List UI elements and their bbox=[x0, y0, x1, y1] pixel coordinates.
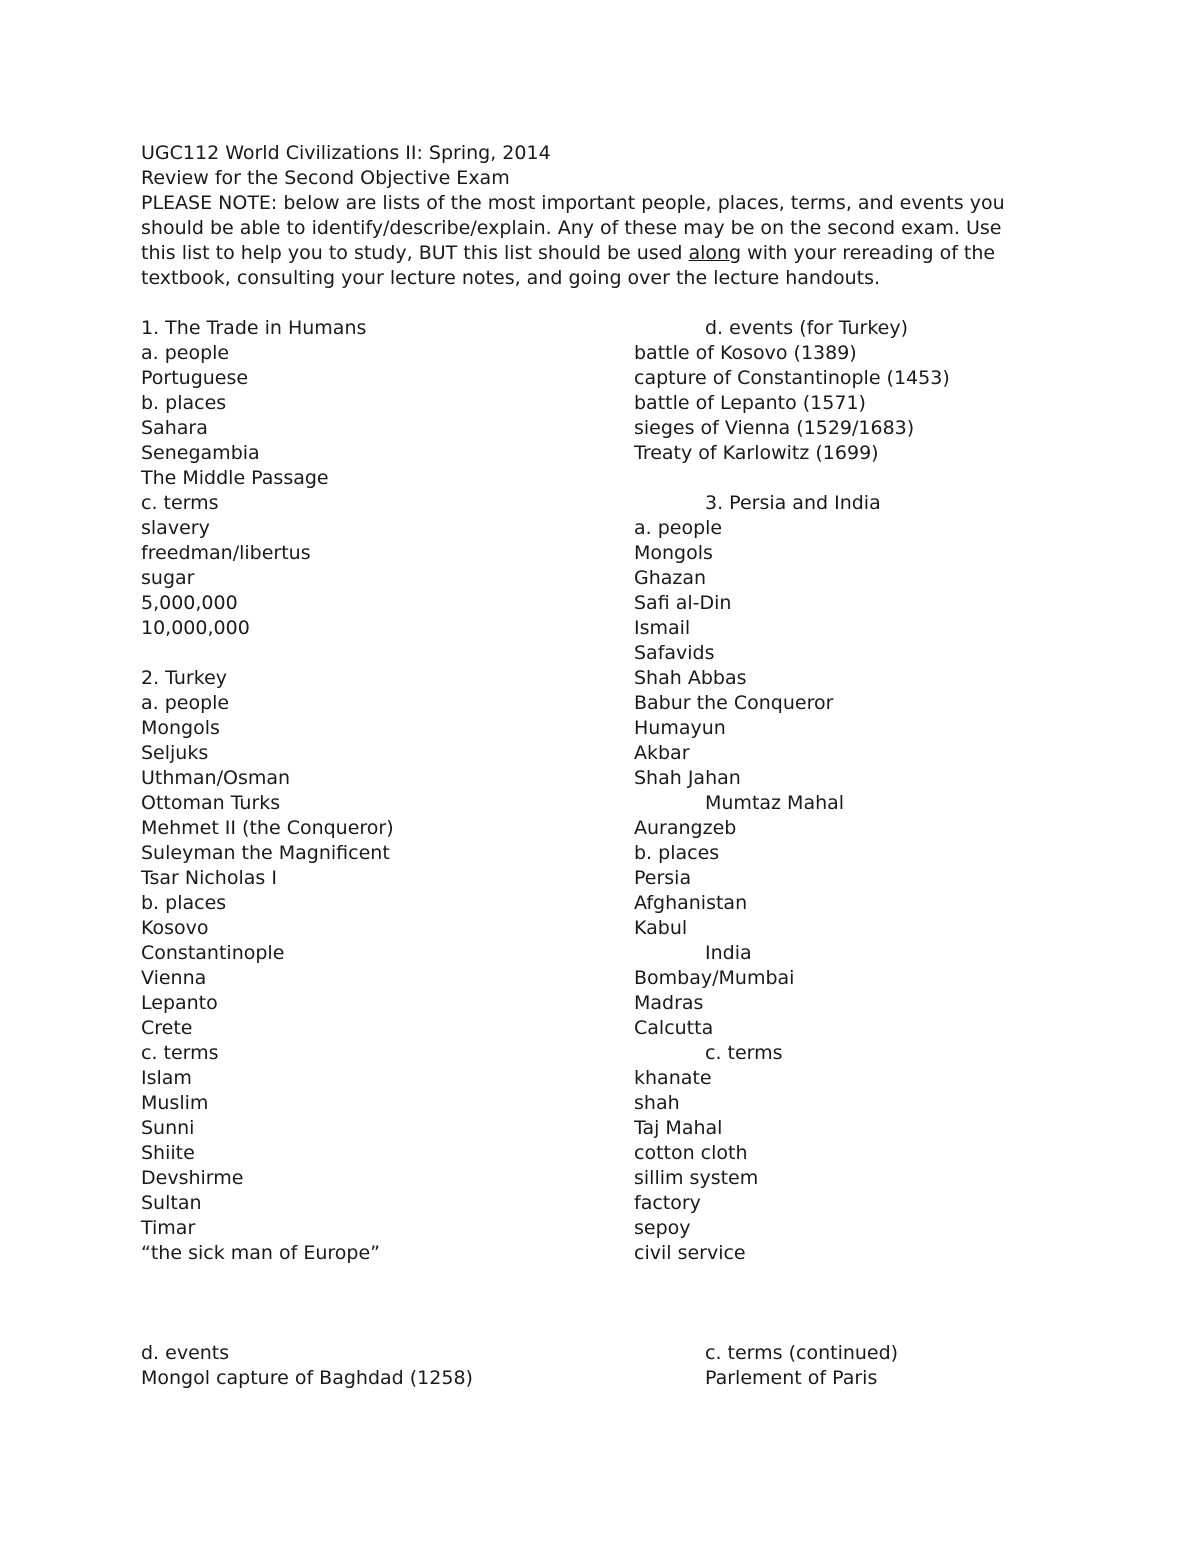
underlined-word: along bbox=[688, 242, 742, 264]
list-item: Crete bbox=[141, 1017, 193, 1039]
doc-subtitle: Review for the Second Objective Exam bbox=[141, 167, 510, 189]
list-item: Madras bbox=[634, 992, 704, 1014]
list-item: Devshirme bbox=[141, 1167, 244, 1189]
list-item: battle of Kosovo (1389) bbox=[634, 342, 857, 364]
list-item: a. people bbox=[141, 692, 230, 714]
list-item: Safavids bbox=[634, 642, 715, 664]
list-item: khanate bbox=[634, 1067, 712, 1089]
list-item: Tsar Nicholas I bbox=[141, 867, 277, 889]
section-heading: 1. The Trade in Humans bbox=[141, 317, 367, 339]
list-item: Bombay/Mumbai bbox=[634, 967, 795, 989]
list-item: Treaty of Karlowitz (1699) bbox=[634, 442, 879, 464]
list-item: Islam bbox=[141, 1067, 192, 1089]
list-item: battle of Lepanto (1571) bbox=[634, 392, 866, 414]
list-item: Timar bbox=[141, 1217, 196, 1239]
list-item: a. people bbox=[634, 517, 723, 539]
list-item: shah bbox=[634, 1092, 680, 1114]
list-item: Afghanistan bbox=[634, 892, 748, 914]
note-line: PLEASE NOTE: below are lists of the most important people, places, terms, and events you bbox=[141, 192, 1005, 214]
list-item: Ismail bbox=[634, 617, 691, 639]
doc-title: UGC112 World Civilizations II: Spring, 2014 bbox=[141, 142, 551, 164]
list-item: Sunni bbox=[141, 1117, 195, 1139]
list-item: Vienna bbox=[141, 967, 207, 989]
list-item: Shah Jahan bbox=[634, 767, 741, 789]
list-item: capture of Constantinople (1453) bbox=[634, 367, 950, 389]
list-item: Portuguese bbox=[141, 367, 249, 389]
list-item: civil service bbox=[634, 1242, 746, 1264]
list-item: Muslim bbox=[141, 1092, 209, 1114]
list-item: Mehmet II (the Conqueror) bbox=[141, 817, 394, 839]
list-item: sepoy bbox=[634, 1217, 691, 1239]
list-item: Calcutta bbox=[634, 1017, 714, 1039]
list-item: sugar bbox=[141, 567, 195, 589]
list-item: Kosovo bbox=[141, 917, 209, 939]
list-item: Babur the Conqueror bbox=[634, 692, 834, 714]
list-item: Ghazan bbox=[634, 567, 707, 589]
list-item: Mongol capture of Baghdad (1258) bbox=[141, 1367, 473, 1389]
list-item: a. people bbox=[141, 342, 230, 364]
list-item: Senegambia bbox=[141, 442, 260, 464]
list-item: 10,000,000 bbox=[141, 617, 250, 639]
section-heading: d. events bbox=[141, 1342, 230, 1364]
list-item: b. places bbox=[634, 842, 720, 864]
list-item: The Middle Passage bbox=[141, 467, 329, 489]
list-item: 5,000,000 bbox=[141, 592, 238, 614]
section-heading: d. events (for Turkey) bbox=[705, 317, 909, 339]
list-item: Mumtaz Mahal bbox=[705, 792, 845, 814]
section-heading: c. terms (continued) bbox=[705, 1342, 899, 1364]
note-line: textbook, consulting your lecture notes, and going over the lecture handouts. bbox=[141, 267, 881, 289]
note-line: should be able to identify/describe/explain. Any of these may be on the second exam. Use bbox=[141, 217, 1002, 239]
list-item: Parlement of Paris bbox=[705, 1367, 878, 1389]
list-item: c. terms bbox=[705, 1042, 783, 1064]
list-item: Seljuks bbox=[141, 742, 209, 764]
list-item: Aurangzeb bbox=[634, 817, 737, 839]
list-item: Suleyman the Magnificent bbox=[141, 842, 390, 864]
list-item: Shah Abbas bbox=[634, 667, 747, 689]
list-item: Ottoman Turks bbox=[141, 792, 281, 814]
note-line bbox=[141, 241, 995, 266]
section-heading: 3. Persia and India bbox=[705, 492, 881, 514]
list-item: Constantinople bbox=[141, 942, 285, 964]
note-text: with your rereading of the bbox=[741, 242, 996, 264]
list-item: c. terms bbox=[141, 1042, 219, 1064]
list-item: “the sick man of Europe” bbox=[141, 1242, 380, 1264]
list-item: factory bbox=[634, 1192, 701, 1214]
list-item: Sahara bbox=[141, 417, 208, 439]
list-item: b. places bbox=[141, 392, 227, 414]
list-item: Kabul bbox=[634, 917, 688, 939]
list-item: Shiite bbox=[141, 1142, 195, 1164]
list-item: b. places bbox=[141, 892, 227, 914]
list-item: Taj Mahal bbox=[634, 1117, 723, 1139]
note-text: this list to help you to study, BUT this list should be used bbox=[141, 242, 689, 264]
list-item: Humayun bbox=[634, 717, 726, 739]
list-item: sillim system bbox=[634, 1167, 759, 1189]
list-item: Safi al-Din bbox=[634, 592, 732, 614]
list-item: sieges of Vienna (1529/1683) bbox=[634, 417, 915, 439]
list-item: Mongols bbox=[634, 542, 713, 564]
list-item: Mongols bbox=[141, 717, 220, 739]
list-item: Persia bbox=[634, 867, 692, 889]
list-item: slavery bbox=[141, 517, 210, 539]
list-item: Lepanto bbox=[141, 992, 218, 1014]
list-item: cotton cloth bbox=[634, 1142, 748, 1164]
section-heading: 2. Turkey bbox=[141, 667, 228, 689]
list-item: Akbar bbox=[634, 742, 690, 764]
list-item: Uthman/Osman bbox=[141, 767, 291, 789]
list-item: freedman/libertus bbox=[141, 542, 311, 564]
list-item: Sultan bbox=[141, 1192, 202, 1214]
list-item: c. terms bbox=[141, 492, 219, 514]
list-item: India bbox=[705, 942, 752, 964]
